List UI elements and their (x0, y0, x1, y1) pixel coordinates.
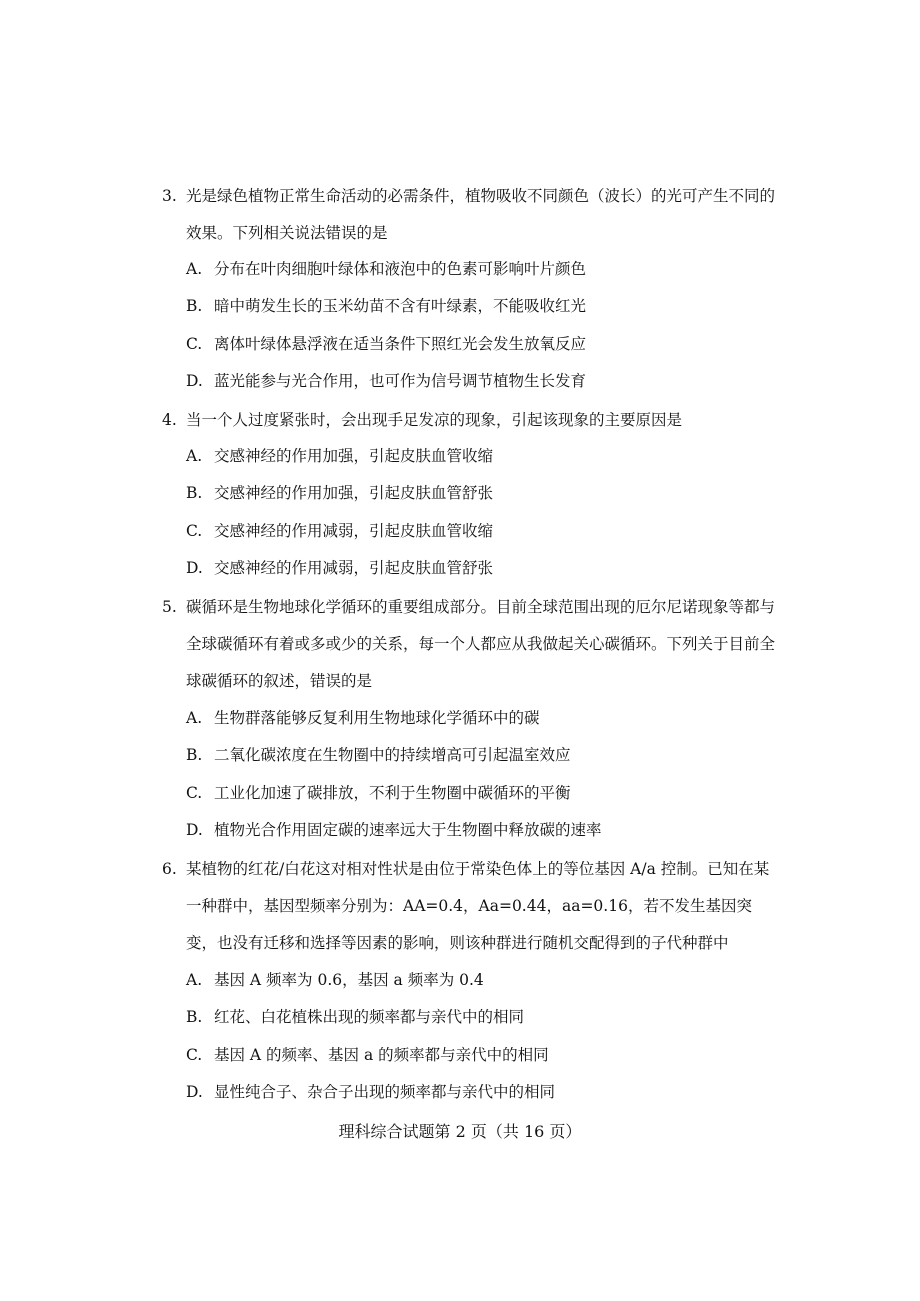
question-4-option-a (186, 446, 493, 466)
question-3-stem (162, 178, 782, 252)
question-number: 5. (162, 598, 177, 616)
option-text: 分布在叶肉细胞叶绿体和液泡中的色素可影响叶片颜色 (214, 260, 587, 278)
option-text: 交感神经的作用加强，引起皮肤血管收缩 (214, 447, 494, 465)
option-letter: C. (186, 335, 203, 353)
option-letter: B. (186, 1008, 203, 1026)
question-6-option-b (186, 1007, 524, 1027)
option-letter: D. (186, 821, 203, 839)
question-4-option-c (186, 521, 493, 541)
option-letter: A. (186, 971, 203, 989)
question-5-option-b (186, 745, 571, 765)
question-text: 某植物的红花/白花这对相对性状是由位于常染色体上的等位基因 A/a 控制。已知在某一种群中，基因型频率分别为：AA=0.4，Aa=0.44，aa=0.16，若不发生基因突变，也没有迁移和选择等因素的影响，则该种群进行随机交配得到的子代种群中 (186, 860, 770, 952)
option-letter: B. (186, 484, 203, 502)
question-text: 光是绿色植物正常生命活动的必需条件，植物吸收不同颜色（波长）的光可产生不同的效果。下列相关说法错误的是 (186, 187, 776, 242)
option-letter: C. (186, 1046, 203, 1064)
question-6-option-a (186, 970, 484, 990)
option-letter: D. (186, 559, 203, 577)
option-text: 基因 A 的频率、基因 a 的频率都与亲代中的相同 (214, 1046, 549, 1064)
option-letter: A. (186, 260, 203, 278)
question-4-option-b (186, 483, 493, 503)
question-text: 当一个人过度紧张时，会出现手足发凉的现象，引起该现象的主要原因是 (186, 411, 683, 429)
option-text: 蓝光能参与光合作用，也可作为信号调节植物生长发育 (214, 372, 587, 390)
question-3-option-a (186, 259, 586, 279)
option-text: 植物光合作用固定碳的速率远大于生物圈中释放碳的速率 (214, 821, 602, 839)
option-text: 二氧化碳浓度在生物圈中的持续增高可引起温室效应 (214, 746, 571, 764)
option-text: 基因 A 频率为 0.6，基因 a 频率为 0.4 (214, 971, 484, 989)
option-text: 离体叶绿体悬浮液在适当条件下照红光会发生放氧反应 (214, 335, 587, 353)
question-text: 碳循环是生物地球化学循环的重要组成部分。目前全球范围出现的厄尔尼诺现象等都与全球碳循环有着或多或少的关系，每一个人都应从我做起关心碳循环。下列关于目前全球碳循环的叙述，错误的是 (186, 598, 776, 690)
option-text: 工业化加速了碳排放，不利于生物圈中碳循环的平衡 (214, 784, 571, 802)
question-6-stem (162, 851, 782, 962)
option-text: 交感神经的作用减弱，引起皮肤血管舒张 (214, 559, 494, 577)
option-text: 显性纯合子、杂合子出现的频率都与亲代中的相同 (214, 1083, 556, 1101)
option-letter: C. (186, 522, 203, 540)
option-text: 生物群落能够反复利用生物地球化学循环中的碳 (214, 709, 540, 727)
question-3-option-b (186, 296, 586, 316)
question-4-option-d (186, 558, 493, 578)
option-letter: D. (186, 372, 203, 390)
option-letter: B. (186, 746, 203, 764)
question-number: 3. (162, 187, 177, 205)
question-4-stem (162, 402, 782, 439)
question-6-option-c (186, 1045, 549, 1065)
question-number: 4. (162, 411, 177, 429)
question-3-option-d (186, 371, 586, 391)
question-6-option-d (186, 1082, 555, 1102)
option-text: 红花、白花植株出现的频率都与亲代中的相同 (214, 1008, 525, 1026)
option-letter: C. (186, 784, 203, 802)
option-letter: D. (186, 1083, 203, 1101)
option-text: 暗中萌发生长的玉米幼苗不含有叶绿素，不能吸收红光 (214, 297, 587, 315)
question-3-option-c (186, 334, 586, 354)
question-5-option-c (186, 783, 571, 803)
question-number: 6. (162, 860, 177, 878)
question-5-stem (162, 589, 782, 700)
option-letter: A. (186, 709, 203, 727)
question-5-option-a (186, 708, 540, 728)
question-5-option-d (186, 820, 602, 840)
page-footer: 理科综合试题第 2 页（共 16 页） (338, 1122, 582, 1141)
option-text: 交感神经的作用减弱，引起皮肤血管收缩 (214, 522, 494, 540)
option-text: 交感神经的作用加强，引起皮肤血管舒张 (214, 484, 494, 502)
option-letter: A. (186, 447, 203, 465)
option-letter: B. (186, 297, 203, 315)
